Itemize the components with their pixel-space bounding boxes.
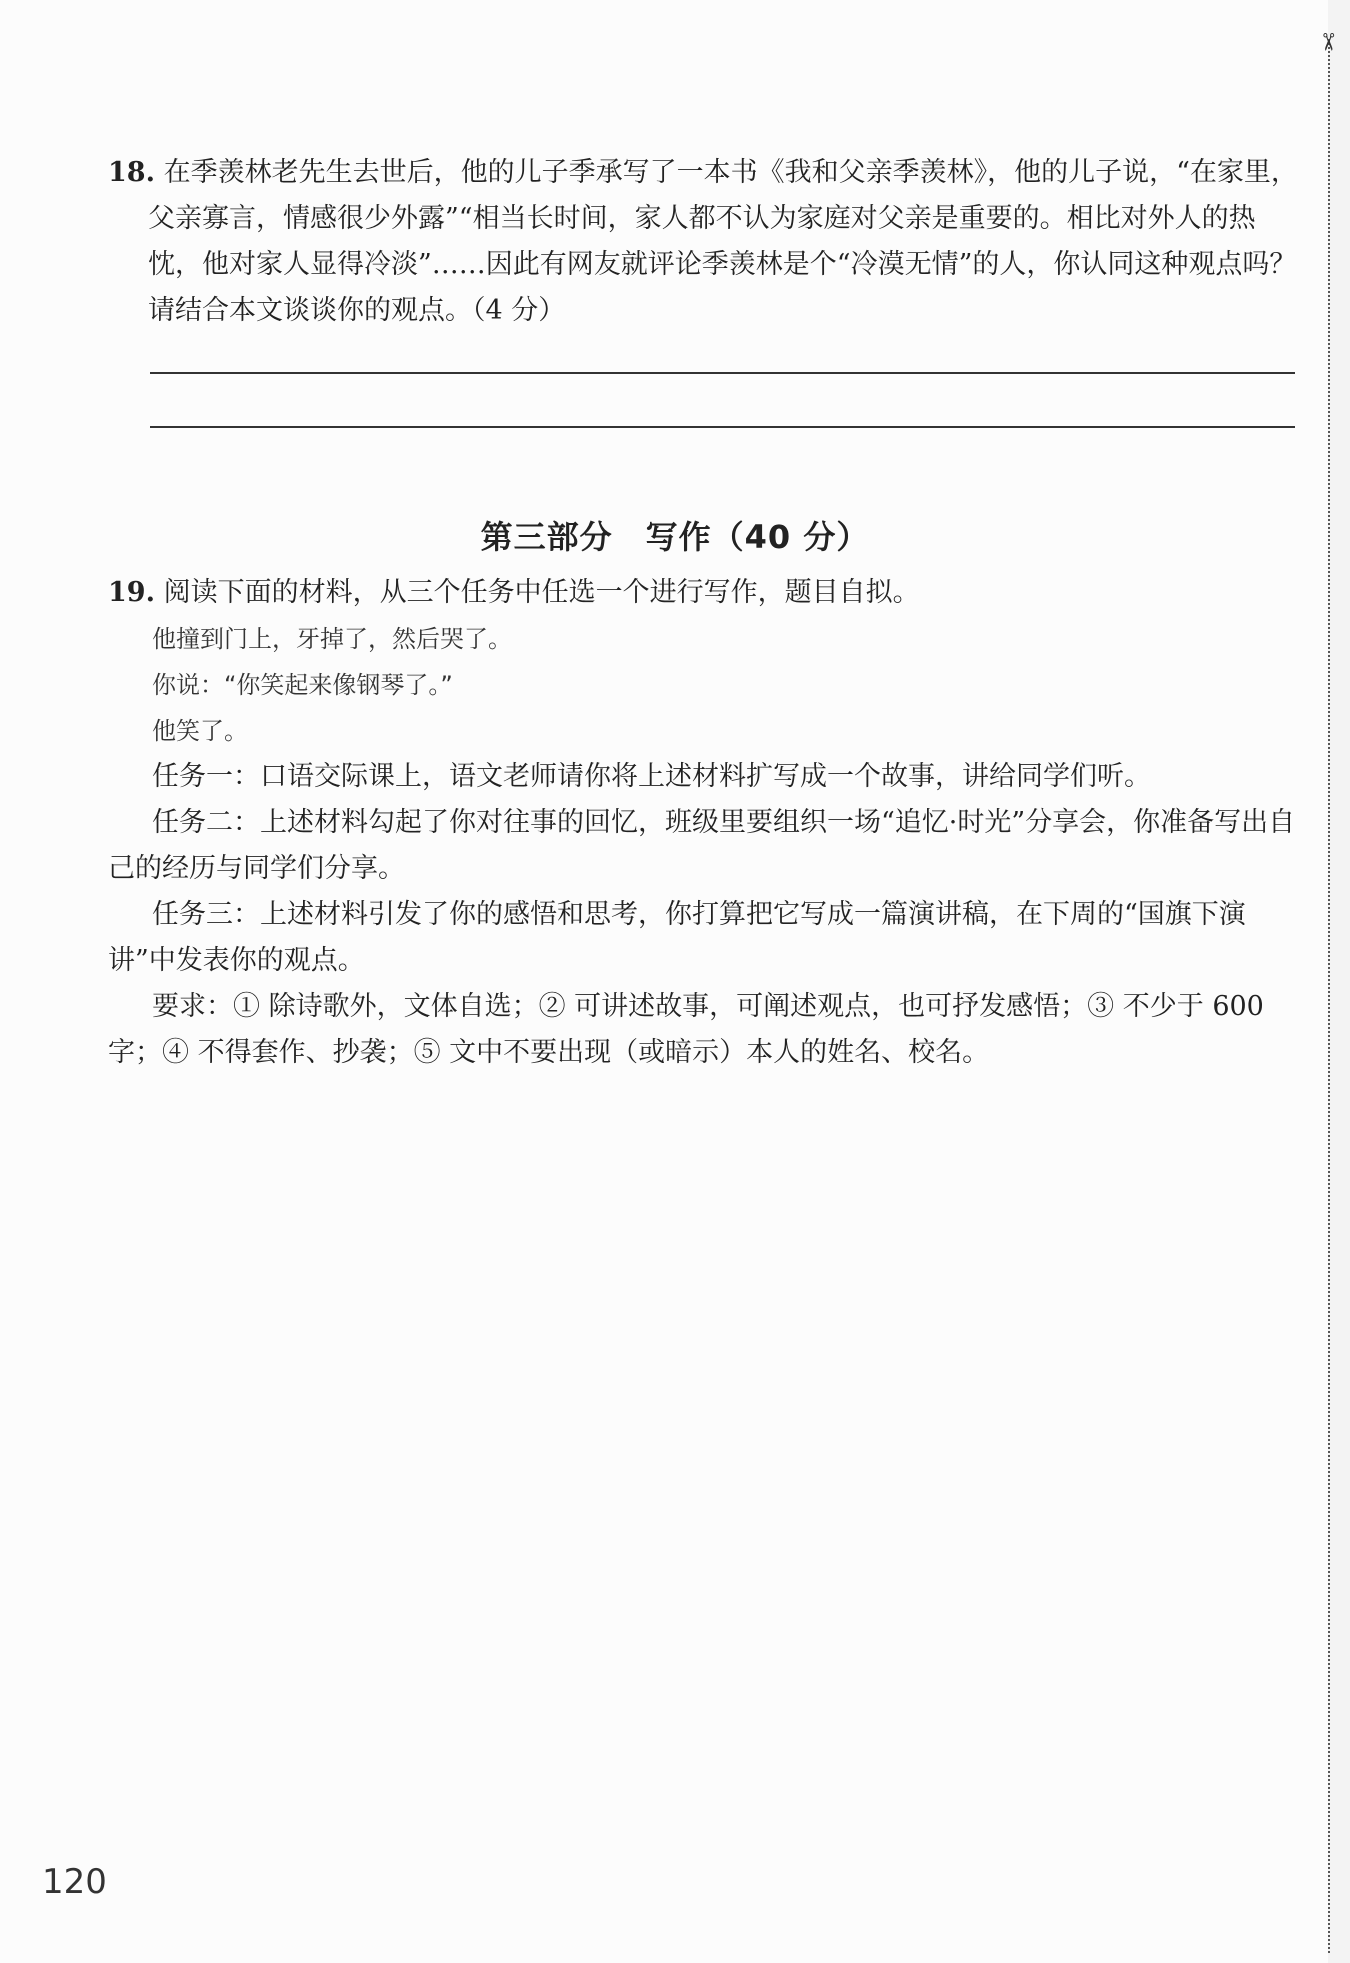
question-number: 18.: [108, 157, 155, 188]
answer-line[interactable]: [150, 426, 1295, 428]
page-number: 120: [42, 1862, 107, 1902]
scissors-icon: ✂: [1313, 31, 1342, 53]
section-title: 第三部分 写作（40 分）: [480, 518, 870, 556]
task-3: 任务三：上述材料引发了你的感悟和思考，你打算把它写成一篇演讲稿，在下周的“国旗下演讲”中发表你的观点。: [108, 899, 1246, 976]
question-18-text: 在季羡林老先生去世后，他的儿子季承写了一本书《我和父亲季羡林》，他的儿子说，“在家里，父亲寡言，情感很少外露”“相当长时间，家人都不认为家庭对父亲是重要的。相比对外人的热忱，他对家人显得冷淡”……因此有网友就评论季羡林是个“冷漠无情”的人，你认同这种观点吗？请结合本文谈谈你的观点。（4 分）: [148, 157, 1298, 326]
material-line: 你说：“你笑起来像钢琴了。”: [152, 671, 453, 699]
question-19-intro-text: 阅读下面的材料，从三个任务中任选一个进行写作，题目自拟。: [163, 577, 920, 608]
question-18-body: [108, 150, 1298, 334]
question-18: [108, 150, 1298, 334]
task-1: 任务一：口语交际课上，语文老师请你将上述材料扩写成一个故事，讲给同学们听。: [152, 761, 1151, 792]
question-number: 19.: [108, 577, 155, 608]
answer-line[interactable]: [150, 372, 1295, 374]
material-line: 他撞到门上，牙掉了，然后哭了。: [152, 625, 512, 653]
requirements: 要求：① 除诗歌外，文体自选；② 可讲述故事，可阐述观点，也可抒发感悟；③ 不少于 600 字；④ 不得套作、抄袭；⑤ 文中不要出现（或暗示）本人的姓名、校名。: [108, 991, 1264, 1068]
question-19: [108, 570, 1298, 1076]
page-edge: [1328, 0, 1350, 1963]
task-2: 任务二：上述材料勾起了你对往事的回忆，班级里要组织一场“追忆·时光”分享会，你准备写出自己的经历与同学们分享。: [108, 807, 1296, 884]
material-line: 他笑了。: [152, 717, 248, 745]
cut-line: [1328, 40, 1330, 1953]
question-19-intro: [108, 570, 1298, 616]
